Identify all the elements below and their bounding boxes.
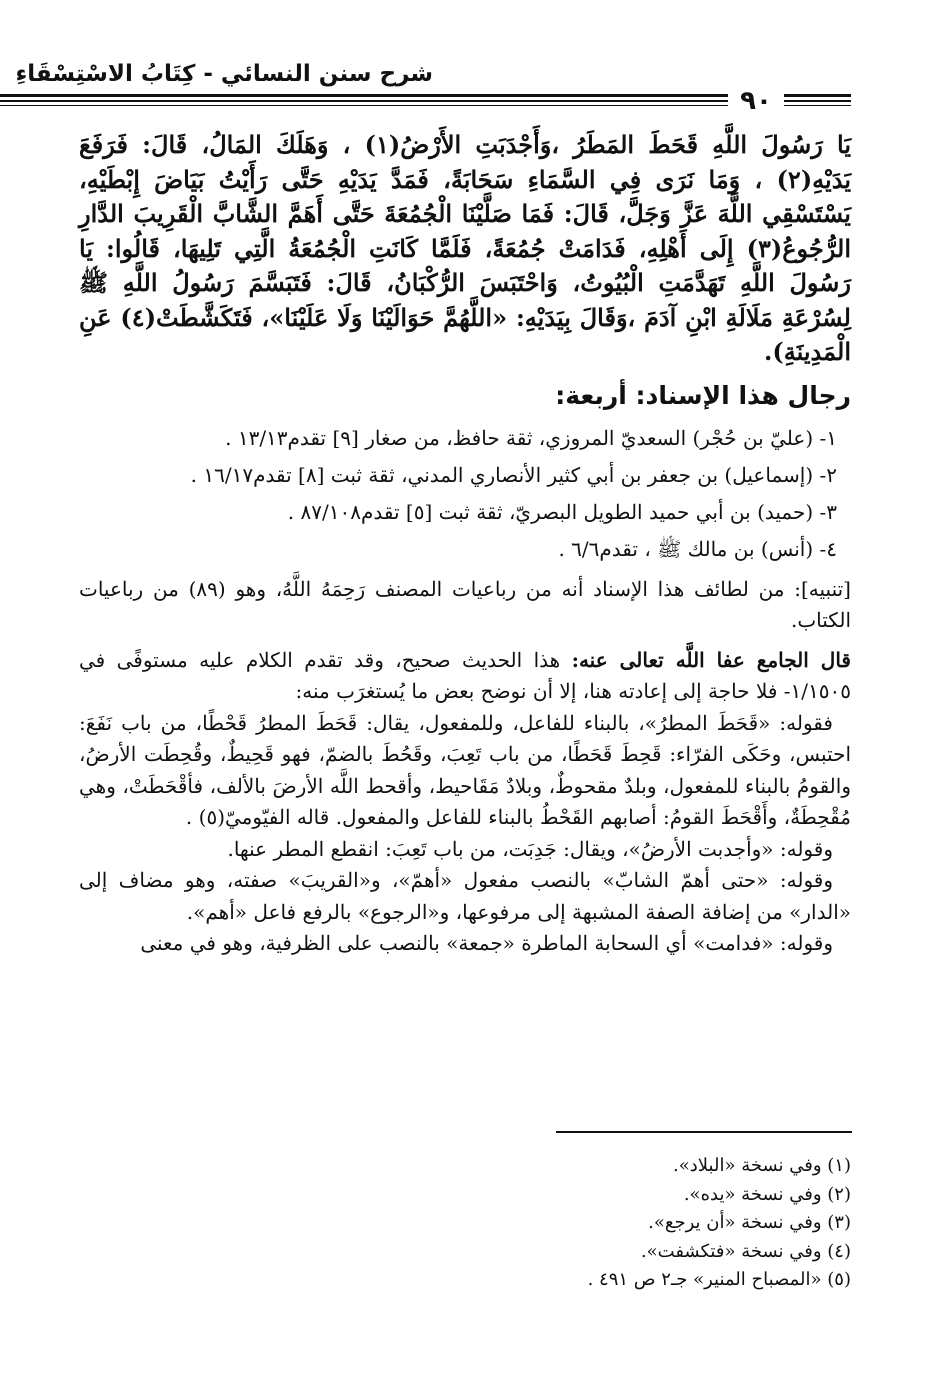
footnote-item: (٤) وفي نسخة «فتكشفت». xyxy=(640,1240,851,1262)
commentary-paragraph: فقوله: «قَحَطَ المطرُ»، بالبناء للفاعل، وللمفعول، يقال: قَحَطَ المطرُ قَحْطًا، من باب نَفَعَ: احتبس، وحَكَى الفرّاء: قَحِطَ قَحَطًا، من باب تَعِبَ، وقَحُطَ بالضمّ، فهو قَحِيطٌ، وقُحِطَت الأرضُ، والقومُ بالبناء للمفعول، وبلدٌ مقحوطٌ، وبلادٌ مَقَاحيط، وأقحط اللَّه الأرضَ بالألف، فأقْحَطَتْ، وهي مُقْحِطَةٌ، وأَقْحَطَ القومُ: أصابهم القَحْطُ بالبناء للفاعل والمفعول. قاله الفيّوميّ(٥) . xyxy=(79,710,852,829)
hadith-text: يَا رَسُولَ اللَّهِ قَحَطَ المَطَرُ ،وَأَجْدَبَتِ الأَرْضُ(١) ، وَهَلَكَ المَالُ، قَالَ: فَرَفَعَ يَدَيْهِ(٢) ، وَمَا نَرَى فِي السَّمَاءِ سَحَابَةً، فَمَدَّ يَدَيْهِ حَتَّى رَأَيْتُ بَيَاضَ إِبْطَيْهِ، يَسْتَسْقِي اللَّهَ عَزَّ وَجَلَّ، قَالَ: فَمَا صَلَّيْنَا الْجُمُعَةَ حَتَّى أَهَمَّ الشَّابَّ الْقَرِيبَ الدَّارِ الرُّجُوعُ(٣) إِلَى أَهْلِهِ، فَدَامَتْ جُمُعَةً، فَلَمَّا كَانَتِ الْجُمُعَةُ الَّتِي تَلِيهَا، قَالُوا: يَا رَسُولَ اللَّهِ تَهَدَّمَتِ الْبُيُوتُ، وَاحْتَبَسَ الرُّكْبَانُ، قَالَ: فَتَبَسَّمَ رَسُولُ اللَّهِ ﷺ لِسُرْعَةِ مَلَالَةِ ابْنِ آدَمَ ،وَقَالَ بِيَدَيْهِ: «اللَّهُمَّ حَوَالَيْنَا وَلَا عَلَيْنَا»، فَتَكَشَّطَتْ(٤) عَنِ الْمَدِينَةِ). xyxy=(79,130,851,366)
narrator-item: ١- (عليّ بن حُجْر) السعديّ المروزي، ثقة حافظ، من صغار [٩] تقدم١٣/١٣ . xyxy=(225,425,837,450)
footnote-item: (١) وفي نسخة «البلاد». xyxy=(673,1155,851,1176)
footnote-item: (٣) وفي نسخة «أن يرجع». xyxy=(648,1212,851,1234)
narrator-item: ٤- (أنس) بن مالك ﷺ ، تقدم٦/٦ . xyxy=(558,536,837,561)
commentary-intro xyxy=(79,645,851,708)
narrators-list xyxy=(79,420,851,568)
footnote-rule xyxy=(556,1131,852,1133)
narrator-item: ٣- (حميد) بن أبي حميد الطويل البصريّ، ثقة ثبت [٥] تقدم٨٧/١٠٨ . xyxy=(287,499,837,524)
header-rule xyxy=(0,100,851,102)
commentary-paragraph: وقوله: «وأجدبت الأرضُ»، ويقال: جَدِبَت، من باب تَعِبَ: انقطع المطر عنها. xyxy=(227,836,833,861)
footnote-item: (٢) وفي نسخة «يده». xyxy=(683,1183,851,1205)
main-text xyxy=(79,128,851,960)
page-number: ٩٠ xyxy=(728,86,784,116)
header-rule xyxy=(0,105,851,106)
footnotes-list xyxy=(351,1152,851,1295)
commentary-lead: قال الجامع عفا اللَّه تعالى عنه: xyxy=(571,647,851,672)
commentary-paragraph: وقوله: «حتى أهمّ الشابّ» بالنصب مفعول «أهمّ»، و«القريبَ» صفته، وهو مضاف إلى «الدار» من إضافة الصفة المشبهة إلى مرفوعها، و«الرجوع» بالرفع فاعل «أهم». xyxy=(79,868,851,924)
narrators-heading: رجال هذا الإسناد: أربعة: xyxy=(555,380,851,410)
running-title: شرح سنن النسائي - كِتَابُ الاسْتِسْقَاءِ xyxy=(15,61,433,87)
note-paragraph: [تنبيه]: من لطائف هذا الإسناد أنه من رباعيات المصنف رَحِمَهُ اللَّهُ، وهو (٨٩) من رباعيات الكتاب. xyxy=(79,576,851,632)
commentary-intro-text: هذا الحديث صحيح، وقد تقدم الكلام عليه مستوفًى في ١/١٥٠٥- فلا حاجة إلى إعادته هنا، إلا أن نوضح بعض ما يُستغرَب منه: xyxy=(79,647,851,703)
footnote-item: (٥) «المصباح المنير» جـ٢ ص ٤٩١ . xyxy=(587,1269,851,1291)
commentary-paragraph: وقوله: «فدامت» أي السحابة الماطرة «جمعة» بالنصب على الظرفية، وهو في معنى xyxy=(140,931,833,955)
header-rule xyxy=(0,94,851,97)
narrator-item: ٢- (إسماعيل) بن جعفر بن أبي كثير الأنصاري المدني، ثقة ثبت [٨] تقدم١٦/١٧ . xyxy=(190,462,837,487)
